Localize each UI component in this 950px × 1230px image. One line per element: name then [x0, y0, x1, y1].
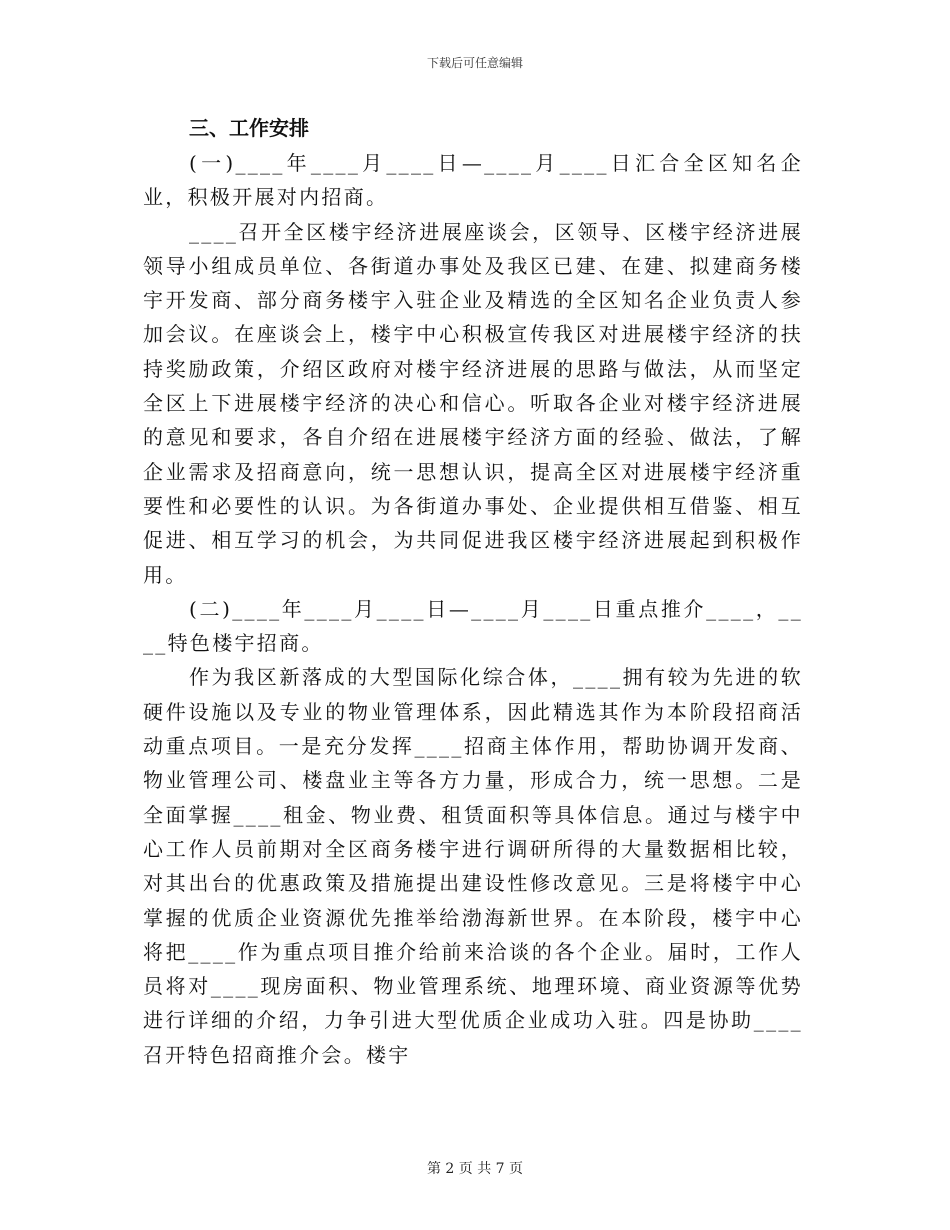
section-heading: 三、工作安排 [189, 116, 309, 140]
paragraph-2: ____召开全区楼宇经济进展座谈会，区领导、区楼宇经济进展领导小组成员单位、各街道办事处及我区已建、在建、拟建商务楼宇开发商、部分商务楼宇入驻企业及精选的全区知名企业负责人参加会议。在座谈会上，楼宇中心积极宣传我区对进展楼宇经济的扶持奖励政策，介绍区政府对楼宇经济进展的思路与做法，从而坚定全区上下进展楼宇经济的决心和信心。听取各企业对楼宇经济进展的意见和要求，各自介绍在进展楼宇经济方面的经验、做法，了解企业需求及招商意向，统一思想认识，提高全区对进展楼宇经济重要性和必要性的认识。为各街道办事处、企业提供相互借鉴、相互促进、相互学习的机会，为共同促进我区楼宇经济进展起到积极作用。 [143, 219, 803, 587]
document-body [143, 110, 803, 1072]
paragraph-1: (一)____年____月____日—____月____日汇合全区知名企业，积极开展对内招商。 [143, 151, 803, 210]
page-header-note: 下载后可任意编辑 [426, 56, 523, 70]
paragraph-3: (二)____年____月____日—____月____日重点推介____，____特色楼宇招商。 [143, 596, 803, 656]
paragraph-4: 作为我区新落成的大型国际化综合体，____拥有较为先进的软硬件设施以及专业的物业管理体系，因此精选其作为本阶段招商活动重点项目。一是充分发挥____招商主体作用，帮助协调开发商、物业管理公司、楼盘业主等各方力量，形成合力，统一思想。二是全面掌握____租金、物业费、租赁面积等具体信息。通过与楼宇中心工作人员前期对全区商务楼宇进行调研所得的大量数据相比较，对其出台的优惠政策及措施提出建设性修改意见。三是将楼宇中心掌握的优质企业资源优先推举给渤海新世界。在本阶段，楼宇中心将把____作为重点项目推介给前来洽谈的各个企业。届时，工作人员将对____现房面积、物业管理系统、地理环境、商业资源等优势进行详细的介绍，力争引进大型优质企业成功入驻。四是协助____召开特色招商推介会。楼宇 [143, 665, 803, 1067]
page-number: 第 2 页 共 7 页 [426, 1161, 524, 1177]
